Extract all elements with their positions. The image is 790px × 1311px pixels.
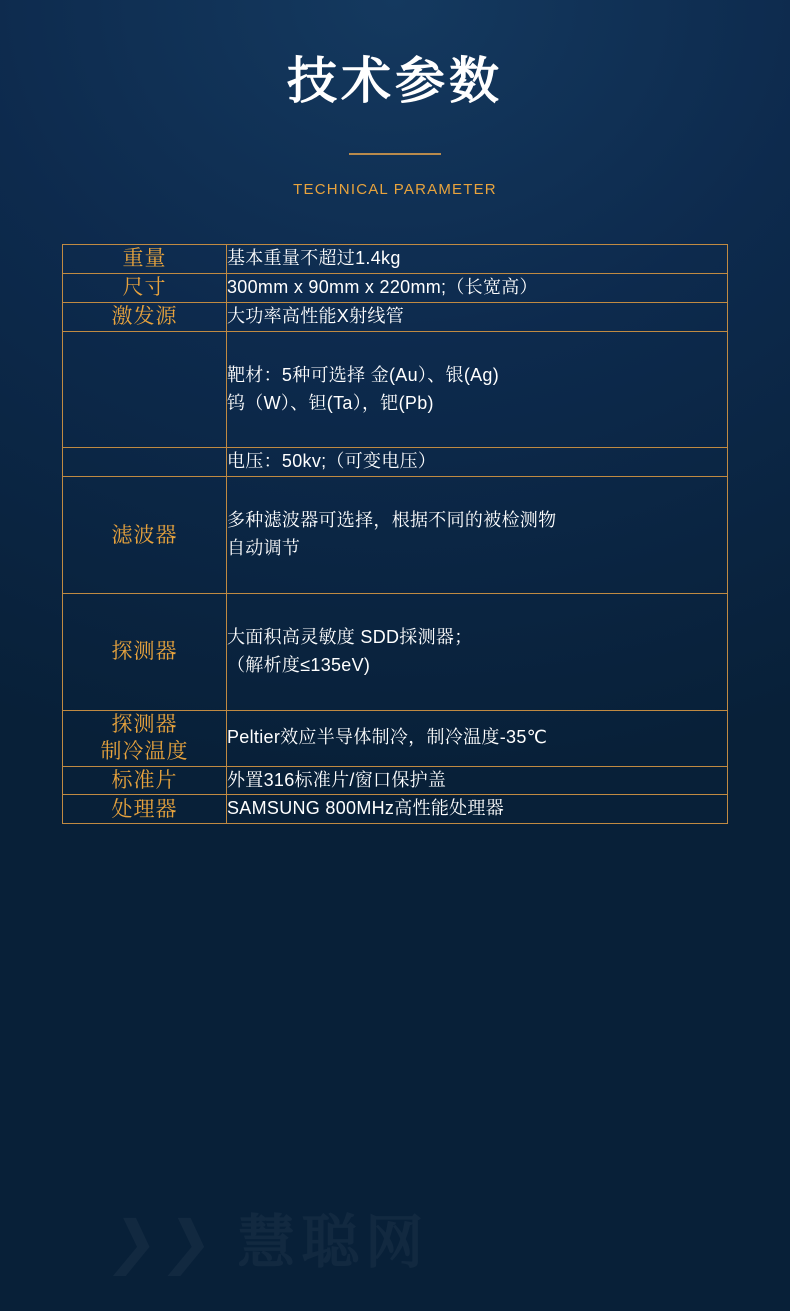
table-row [63, 302, 728, 331]
spec-value-cell [227, 477, 728, 594]
spec-value-cell [227, 331, 728, 448]
spec-label-cell [63, 448, 227, 477]
spec-value-cell [227, 273, 728, 302]
spec-value-cell [227, 594, 728, 711]
spec-value-line: 靶材：5种可选择 金(Au）、银(Ag) [227, 364, 500, 385]
spec-label-cell [63, 302, 227, 331]
table-row [63, 448, 728, 477]
spec-label-line: 处理器 [111, 797, 178, 821]
spec-table-body [63, 245, 728, 824]
spec-value-line: 钨（W）、钽(Ta），钯(Pb) [227, 392, 434, 413]
spec-label-cell [63, 477, 227, 594]
table-row [63, 766, 728, 795]
spec-value-line: 300mm x 90mm x 220mm;（长宽高） [227, 276, 538, 297]
title-divider [349, 153, 441, 155]
page-header [0, 0, 790, 198]
spec-value-line: 大面积高灵敏度 SDD採测器； [227, 627, 473, 648]
spec-value-line: 多种滤波器可选择，根据不同的被检测物 [227, 510, 557, 531]
page-title: 技术参数 [287, 53, 503, 109]
table-row [63, 710, 728, 766]
spec-value-line: SAMSUNG 800MHz高性能处理器 [227, 798, 505, 819]
spec-value-line: Peltier效应半导体制冷，制冷温度-35℃ [227, 727, 548, 748]
spec-label-cell [63, 273, 227, 302]
spec-label-cell [63, 594, 227, 711]
table-row [63, 795, 728, 824]
spec-label-cell [63, 795, 227, 824]
spec-value-cell [227, 448, 728, 477]
spec-label-line: 重量 [122, 247, 167, 271]
spec-label-cell [63, 710, 227, 766]
spec-value-cell [227, 245, 728, 274]
spec-table [62, 244, 728, 824]
spec-value-cell [227, 302, 728, 331]
spec-value-line: 大功率高性能X射线管 [227, 305, 405, 326]
spec-value-line: 基本重量不超过1.4kg [227, 248, 401, 268]
spec-label-line: 滤波器 [111, 523, 178, 547]
table-row [63, 594, 728, 711]
spec-label-line: 激发源 [111, 305, 178, 329]
spec-value-cell [227, 710, 728, 766]
spec-value-line: 电压：50kv;（可变电压） [227, 451, 437, 472]
table-row [63, 245, 728, 274]
spec-value-line: 外置316标准片/窗口保护盖 [227, 769, 447, 790]
table-row [63, 331, 728, 448]
spec-value-line: 自动调节 [227, 538, 301, 559]
table-row [63, 273, 728, 302]
spec-label-line: 制冷温度 [100, 740, 189, 764]
spec-value-line: （解析度≤135eV) [227, 655, 371, 676]
spec-value-cell [227, 766, 728, 795]
spec-label-line: 标准片 [111, 768, 178, 792]
spec-label-line: 探测器 [111, 640, 178, 664]
spec-label-line: 尺寸 [122, 276, 167, 300]
spec-label-cell [63, 766, 227, 795]
page-subtitle: TECHNICAL PARAMETER [293, 181, 497, 198]
spec-label-line: 探测器 [111, 712, 178, 736]
spec-label-cell [63, 331, 227, 448]
table-row [63, 477, 728, 594]
spec-value-cell [227, 795, 728, 824]
spec-label-cell [63, 245, 227, 274]
